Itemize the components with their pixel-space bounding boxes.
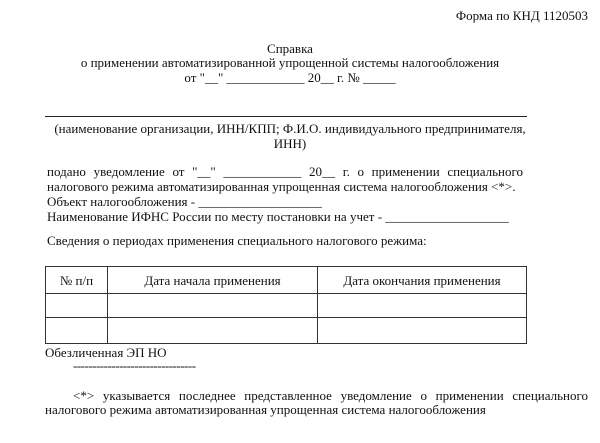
table-header-row xyxy=(46,267,527,294)
table-cell xyxy=(46,318,108,344)
signature: Обезличенная ЭП НО xyxy=(45,345,167,360)
header-number: № п/п xyxy=(46,267,108,294)
periods-table xyxy=(45,266,527,344)
header-end-date: Дата окончания применения xyxy=(318,267,527,294)
table-row xyxy=(46,318,527,344)
footnote-line1: <*> указывается последнее представленное уведомление о применении специального xyxy=(73,388,588,403)
body-line1: подано уведомление от "__" ____________ 20__ г. о применении специального xyxy=(47,164,523,179)
org-caption-line2: ИНН) xyxy=(273,136,307,151)
separator: -------------------------------- xyxy=(73,358,196,373)
ifns-name: Наименование ИФНС России по месту постановки на учет - ___________________ xyxy=(47,209,509,224)
doc-date-number: от "__" ____________ 20__ г. № _____ xyxy=(184,70,396,85)
table-cell xyxy=(108,318,318,344)
table-cell xyxy=(318,318,527,344)
form-code: Форма по КНД 1120503 xyxy=(455,8,588,23)
table-cell xyxy=(318,294,527,318)
org-name-line xyxy=(45,116,527,117)
doc-subtitle: о применении автоматизированной упрощенной системы налогообложения xyxy=(80,55,500,70)
table-cell xyxy=(46,294,108,318)
header-start-date: Дата начала применения xyxy=(108,267,318,294)
table-row xyxy=(46,294,527,318)
periods-heading: Сведения о периодах применения специального налогового режима: xyxy=(47,233,427,248)
footnote-line2: налогового режима автоматизированная упрощенная система налогообложения xyxy=(45,402,486,417)
org-caption-line1: (наименование организации, ИНН/КПП; Ф.И.О. индивидуального предпринимателя, xyxy=(54,121,526,136)
doc-title: Справка xyxy=(267,41,313,56)
table-cell xyxy=(108,294,318,318)
body-line2: налогового режима автоматизированная упрощенная система налогообложения <*>. xyxy=(47,179,516,194)
tax-object: Объект налогообложения - ___________________ xyxy=(47,194,322,209)
